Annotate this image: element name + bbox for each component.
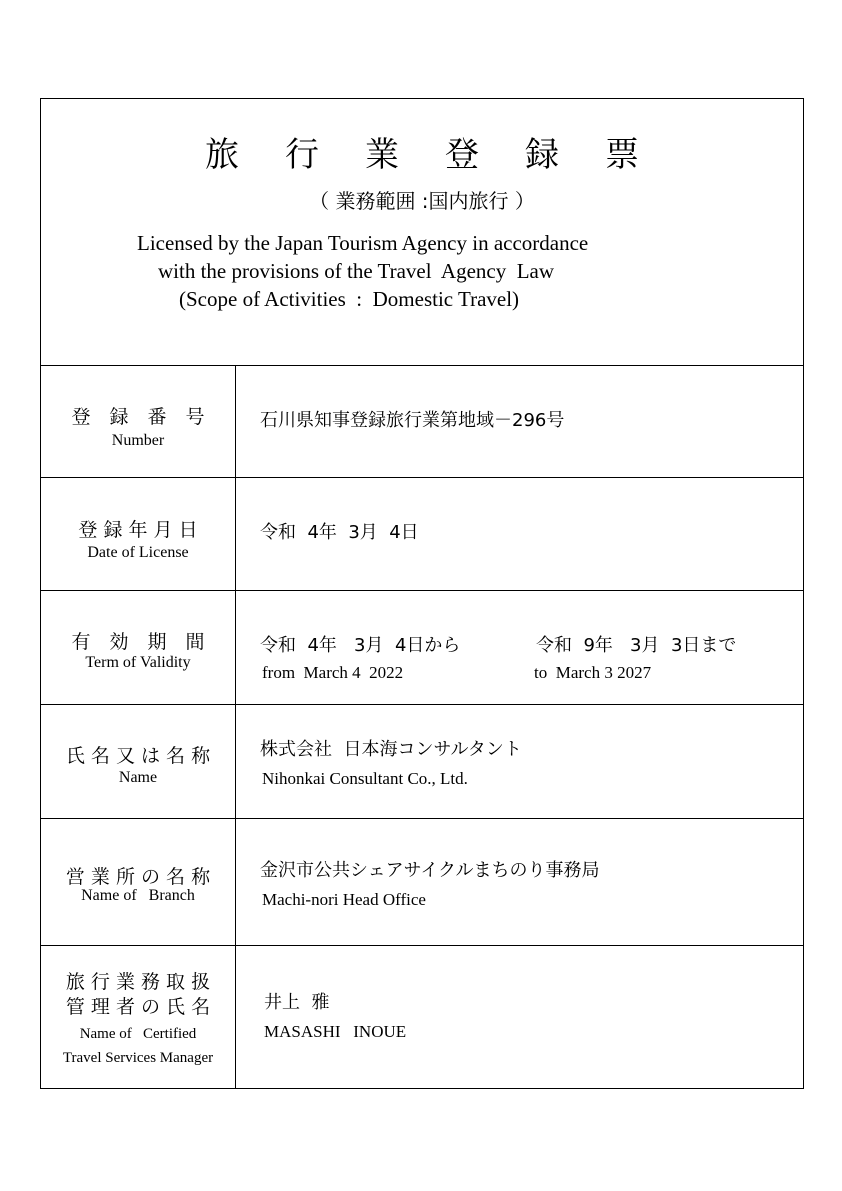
term-from-ja: 令和 4年 3月 4日から xyxy=(260,635,461,656)
value-cell xyxy=(236,819,803,945)
value-cell xyxy=(236,705,803,818)
manager-label-en-1: Name of Certified xyxy=(79,1026,197,1042)
row-date-of-license xyxy=(41,478,803,591)
row-name xyxy=(41,705,803,819)
branch-name-ja: 金沢市公共シェアサイクルまちのり事務局 xyxy=(260,860,600,881)
manager-label-ja-1: 旅 行 業 務 取 扱 xyxy=(65,971,211,993)
value-cell xyxy=(236,591,803,704)
value-cell xyxy=(236,478,803,590)
name-label-ja: 氏 名 又 は 名 称 xyxy=(65,745,211,767)
license-date: 令和 4年 3月 4日 xyxy=(260,522,419,543)
label-cell xyxy=(41,478,236,590)
scope-japanese: （ 業務範囲 :国内旅行 ） xyxy=(309,189,535,213)
value-cell xyxy=(236,946,803,1088)
company-name-ja: 株式会社 日本海コンサルタント xyxy=(260,739,522,760)
term-to-en: to March 3 2027 xyxy=(534,663,652,682)
term-from-en: from March 4 2022 xyxy=(262,663,404,682)
label-cell xyxy=(41,705,236,818)
value-cell xyxy=(236,366,803,477)
certificate-title: 旅行業登録票 xyxy=(205,135,685,175)
date-label-ja: 登 録 年 月 日 xyxy=(78,519,198,541)
number-label-en: Number xyxy=(111,432,165,449)
name-label-en: Name xyxy=(118,769,158,786)
number-label-ja: 登 録 番 号 xyxy=(71,406,205,428)
date-label-en: Date of License xyxy=(87,544,189,561)
row-branch xyxy=(41,819,803,946)
branch-label-en: Name of Branch xyxy=(81,887,195,904)
term-to-ja: 令和 9年 3月 3日まで xyxy=(536,635,737,656)
manager-name-en: MASASHI INOUE xyxy=(264,1022,407,1041)
license-english-line-2: with the provisions of the Travel Agency Law xyxy=(158,259,555,283)
manager-label-en-2: Travel Services Manager xyxy=(62,1050,214,1066)
row-number xyxy=(41,366,803,478)
label-cell xyxy=(41,819,236,945)
license-english-line-1: Licensed by the Japan Tourism Agency in accordance xyxy=(137,231,589,255)
label-cell xyxy=(41,946,236,1088)
label-cell xyxy=(41,366,236,477)
certificate-header xyxy=(41,99,803,366)
row-travel-services-manager xyxy=(41,946,803,1088)
branch-label-ja: 営 業 所 の 名 称 xyxy=(65,866,211,888)
row-term-of-validity xyxy=(41,591,803,705)
registration-certificate xyxy=(40,98,804,1089)
branch-name-en: Machi-nori Head Office xyxy=(262,890,426,909)
license-english-line-3: (Scope of Activities : Domestic Travel) xyxy=(179,287,520,311)
company-name-en: Nihonkai Consultant Co., Ltd. xyxy=(262,769,468,788)
term-label-ja: 有 効 期 間 xyxy=(71,631,205,653)
term-label-en: Term of Validity xyxy=(85,654,191,671)
manager-label-ja-2: 管 理 者 の 氏 名 xyxy=(65,996,211,1018)
registration-number: 石川県知事登録旅行業第地域－296号 xyxy=(260,410,565,431)
label-cell xyxy=(41,591,236,704)
manager-name-ja: 井上 雅 xyxy=(264,992,330,1013)
